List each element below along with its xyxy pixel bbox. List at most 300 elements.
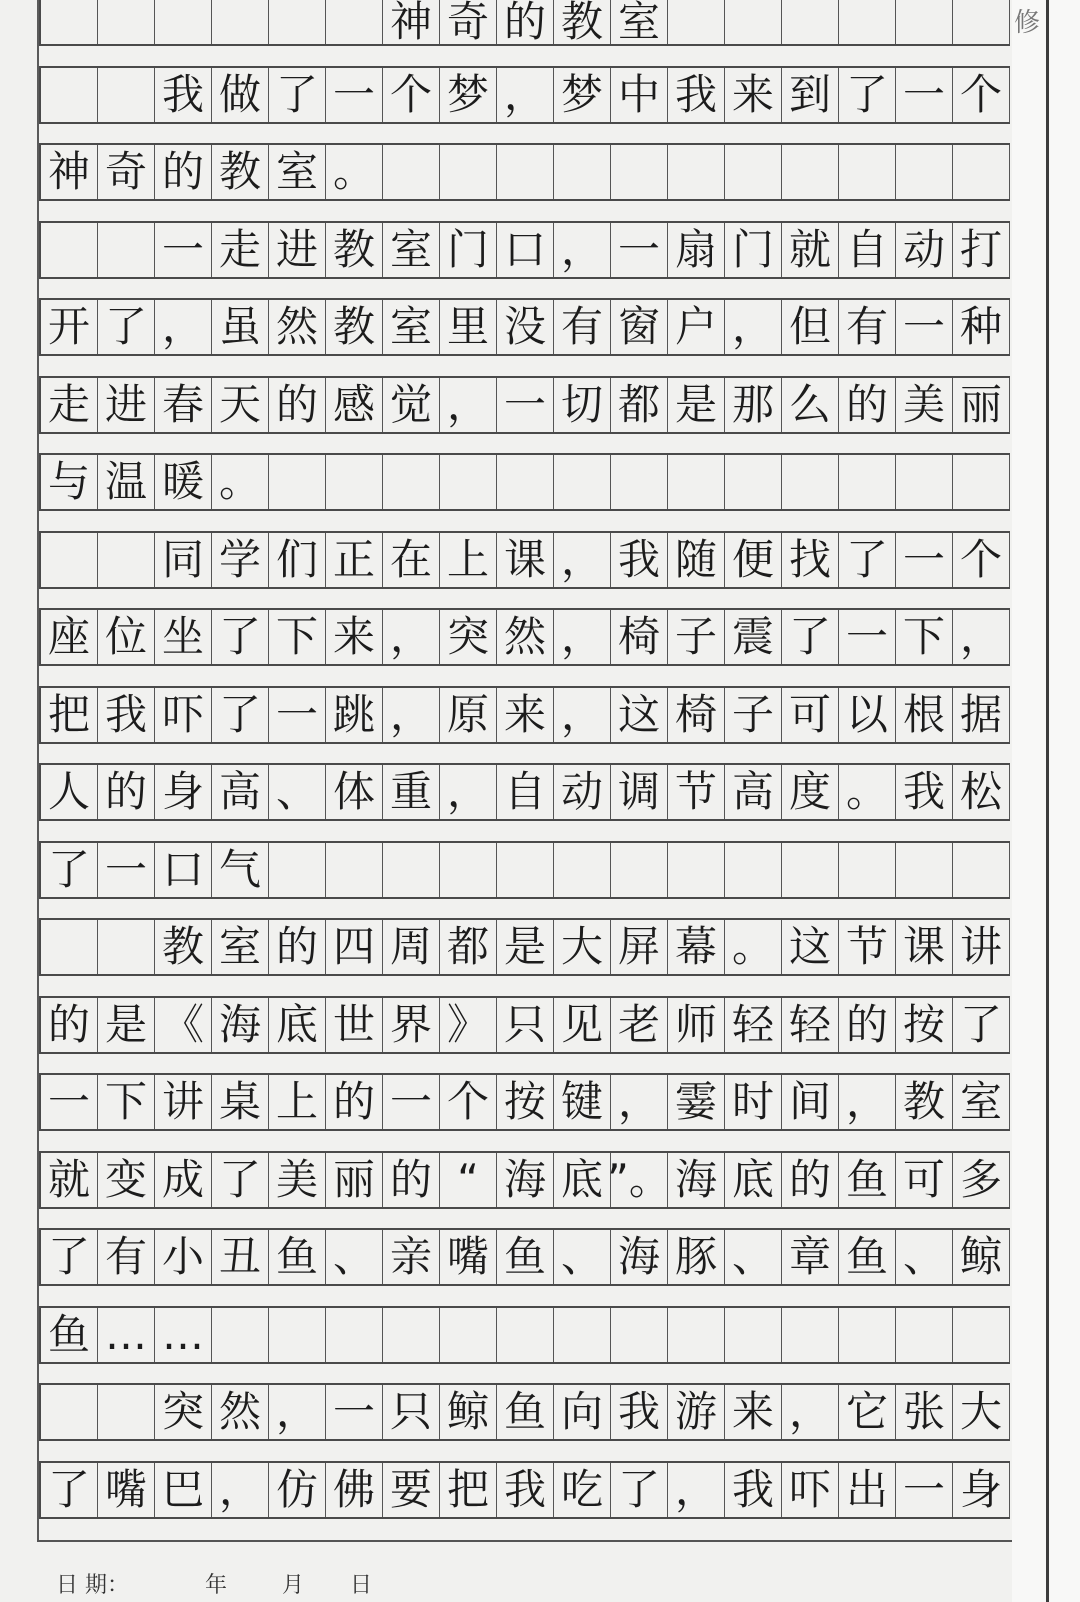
grid-cell: 就	[41, 1153, 98, 1207]
grid-cell	[953, 455, 1010, 509]
grid-cell: 的	[839, 998, 896, 1052]
day-label: 日	[350, 1573, 373, 1598]
grid-cell: 窗	[611, 300, 668, 354]
grid-cell	[98, 920, 155, 974]
grid-cell: 个	[440, 1075, 497, 1129]
grid-cell: 了	[212, 688, 269, 742]
grid-cell: 世	[326, 998, 383, 1052]
title-row	[39, 0, 1010, 46]
grid-cell: 都	[611, 378, 668, 432]
grid-cell	[611, 843, 668, 897]
grid-cell: 一	[326, 68, 383, 122]
grid-cell: 幕	[668, 920, 725, 974]
grid-cell	[611, 1308, 668, 1362]
grid-cell: 鱼	[839, 1230, 896, 1284]
grid-cell	[725, 145, 782, 199]
grid-cell: 温	[98, 455, 155, 509]
grid-cell: 一	[896, 533, 953, 587]
grid-cell: 有	[839, 300, 896, 354]
grid-cell: 了	[98, 300, 155, 354]
grid-cell: 子	[668, 610, 725, 664]
grid-cell	[41, 0, 98, 44]
grid-cell: 我	[611, 533, 668, 587]
grid-cell: 奇	[98, 145, 155, 199]
grid-cell: 教	[212, 145, 269, 199]
grid-cell: 这	[782, 920, 839, 974]
grid-cell: 动	[896, 223, 953, 277]
grid-cell: 里	[440, 300, 497, 354]
grid-cell: 鱼	[41, 1308, 98, 1362]
grid-cell: 的	[41, 998, 98, 1052]
grid-cell	[782, 145, 839, 199]
grid-cell: 鱼	[497, 1385, 554, 1439]
grid-cell	[98, 0, 155, 44]
grid-cell: 子	[725, 688, 782, 742]
grid-cell: 都	[440, 920, 497, 974]
grid-cell: 室	[383, 223, 440, 277]
grid-cell: ，	[497, 68, 554, 122]
grid-cell: 多	[953, 1153, 1010, 1207]
grid-cell	[896, 843, 953, 897]
grid-cell: 美	[269, 1153, 326, 1207]
grid-cell	[440, 843, 497, 897]
grid-cell: 了	[839, 68, 896, 122]
grid-cell: 没	[497, 300, 554, 354]
grid-cell: 佛	[326, 1463, 383, 1517]
grid-cell: 吓	[155, 688, 212, 742]
grid-cell: 底	[725, 1153, 782, 1207]
bottom-rule	[37, 1540, 1012, 1542]
grid-cell: 感	[326, 378, 383, 432]
grid-cell: 下	[896, 610, 953, 664]
text-row	[39, 221, 1010, 279]
grid-cell: 原	[440, 688, 497, 742]
text-row	[39, 531, 1010, 589]
grid-cell: 来	[497, 688, 554, 742]
grid-cell: 身	[953, 1463, 1010, 1517]
grid-cell: 门	[440, 223, 497, 277]
grid-cell	[953, 0, 1010, 44]
grid-cell: ，	[782, 1385, 839, 1439]
grid-cell: 开	[41, 300, 98, 354]
grid-cell: 么	[782, 378, 839, 432]
margin-note: 修	[1014, 8, 1041, 38]
grid-cell: 我	[725, 1463, 782, 1517]
grid-cell: ，	[155, 300, 212, 354]
text-row	[39, 298, 1010, 356]
grid-cell: 吓	[782, 1463, 839, 1517]
text-row	[39, 841, 1010, 899]
grid-cell	[839, 843, 896, 897]
grid-cell: 。	[725, 920, 782, 974]
grid-cell: 张	[896, 1385, 953, 1439]
text-row	[39, 996, 1010, 1054]
grid-cell: 自	[839, 223, 896, 277]
grid-cell: 。	[212, 455, 269, 509]
grid-cell: 丽	[326, 1153, 383, 1207]
grid-cell: 暖	[155, 455, 212, 509]
grid-cell	[668, 1308, 725, 1362]
grid-cell: 了	[269, 68, 326, 122]
grid-cell: …	[155, 1308, 212, 1362]
grid-cell: ，	[554, 533, 611, 587]
grid-cell: 把	[41, 688, 98, 742]
grid-cell: 进	[269, 223, 326, 277]
grid-cell: 它	[839, 1385, 896, 1439]
grid-cell: 。	[326, 145, 383, 199]
grid-cell	[554, 145, 611, 199]
grid-cell: 室	[383, 300, 440, 354]
grid-cell: 一	[269, 688, 326, 742]
grid-cell: 梦	[554, 68, 611, 122]
grid-cell	[155, 0, 212, 44]
grid-cell: 那	[725, 378, 782, 432]
grid-cell	[725, 1308, 782, 1362]
grid-cell: 教	[326, 223, 383, 277]
grid-cell: 一	[839, 610, 896, 664]
grid-cell: 突	[440, 610, 497, 664]
grid-cell: 跳	[326, 688, 383, 742]
grid-cell: ，	[839, 1075, 896, 1129]
grid-cell	[782, 843, 839, 897]
grid-cell: 个	[953, 533, 1010, 587]
grid-cell	[839, 0, 896, 44]
grid-cell: 的	[839, 378, 896, 432]
grid-cell: 教	[155, 920, 212, 974]
grid-cell: 切	[554, 378, 611, 432]
grid-cell: 一	[155, 223, 212, 277]
grid-cell: 周	[383, 920, 440, 974]
grid-cell: 大	[554, 920, 611, 974]
text-row	[39, 453, 1010, 511]
grid-cell: 《	[155, 998, 212, 1052]
grid-cell: 突	[155, 1385, 212, 1439]
grid-cell	[668, 455, 725, 509]
grid-cell: 门	[725, 223, 782, 277]
grid-cell: 天	[212, 378, 269, 432]
grid-cell: 轻	[782, 998, 839, 1052]
grid-cell: 师	[668, 998, 725, 1052]
grid-cell	[611, 145, 668, 199]
grid-cell: 的	[155, 145, 212, 199]
date-label: 日 期：	[56, 1573, 129, 1598]
grid-cell: 了	[41, 1230, 98, 1284]
grid-cell: 巴	[155, 1463, 212, 1517]
text-row	[39, 1228, 1010, 1286]
grid-cell	[383, 843, 440, 897]
grid-cell: 按	[896, 998, 953, 1052]
grid-cell: 亲	[383, 1230, 440, 1284]
grid-cell: 大	[953, 1385, 1010, 1439]
grid-cell: 走	[212, 223, 269, 277]
grid-cell	[782, 455, 839, 509]
grid-cell: 桌	[212, 1075, 269, 1129]
year-label: 年	[205, 1573, 228, 1598]
grid-cell: 可	[896, 1153, 953, 1207]
grid-cell: 室	[953, 1075, 1010, 1129]
grid-cell: 。	[839, 765, 896, 819]
grid-cell: 走	[41, 378, 98, 432]
grid-cell: 然	[497, 610, 554, 664]
grid-cell: 梦	[440, 68, 497, 122]
text-row	[39, 376, 1010, 434]
grid-cell: 进	[98, 378, 155, 432]
grid-cell: 》	[440, 998, 497, 1052]
grid-cell	[269, 843, 326, 897]
grid-cell: “	[440, 1153, 497, 1207]
grid-cell	[383, 1308, 440, 1362]
grid-cell	[41, 223, 98, 277]
grid-cell: 自	[497, 765, 554, 819]
grid-cell: 打	[953, 223, 1010, 277]
grid-cell: 下	[98, 1075, 155, 1129]
grid-cell	[41, 1385, 98, 1439]
grid-cell: 轻	[725, 998, 782, 1052]
grid-cell	[497, 1308, 554, 1362]
grid-cell: 节	[668, 765, 725, 819]
grid-cell	[440, 1308, 497, 1362]
grid-cell	[668, 843, 725, 897]
grid-cell: 的	[383, 1153, 440, 1207]
grid-cell: 界	[383, 998, 440, 1052]
grid-cell: 霎	[668, 1075, 725, 1129]
grid-cell	[668, 145, 725, 199]
grid-cell: 震	[725, 610, 782, 664]
grid-cell: 一	[41, 1075, 98, 1129]
grid-cell	[497, 145, 554, 199]
grid-cell: 我	[611, 1385, 668, 1439]
grid-cell	[725, 843, 782, 897]
grid-cell	[554, 455, 611, 509]
grid-cell	[326, 1308, 383, 1362]
grid-cell: 神	[41, 145, 98, 199]
grid-cell: 找	[782, 533, 839, 587]
grid-cell	[41, 920, 98, 974]
grid-cell: ，	[269, 1385, 326, 1439]
grid-cell: 键	[554, 1075, 611, 1129]
grid-cell: 了	[839, 533, 896, 587]
grid-cell: 出	[839, 1463, 896, 1517]
grid-cell: 到	[782, 68, 839, 122]
grid-cell: 我	[155, 68, 212, 122]
grid-cell	[41, 533, 98, 587]
grid-cell: 位	[98, 610, 155, 664]
grid-cell	[554, 1308, 611, 1362]
grid-cell: 在	[383, 533, 440, 587]
grid-cell: 了	[611, 1463, 668, 1517]
grid-cell	[326, 0, 383, 44]
grid-cell: 的	[326, 1075, 383, 1129]
grid-cell: 丑	[212, 1230, 269, 1284]
grid-cell	[212, 0, 269, 44]
grid-cell	[41, 68, 98, 122]
grid-cell	[839, 145, 896, 199]
grid-cell: ，	[440, 378, 497, 432]
grid-cell: 一	[896, 68, 953, 122]
grid-cell	[212, 1308, 269, 1362]
grid-cell: 据	[953, 688, 1010, 742]
grid-cell: 体	[326, 765, 383, 819]
text-row	[39, 1306, 1010, 1364]
grid-cell: 海	[497, 1153, 554, 1207]
grid-cell: 课	[497, 533, 554, 587]
grid-cell: 鱼	[269, 1230, 326, 1284]
grid-cell: 上	[440, 533, 497, 587]
month-label: 月	[282, 1573, 305, 1598]
grid-cell: 座	[41, 610, 98, 664]
grid-cell: 正	[326, 533, 383, 587]
grid-cell: 了	[41, 843, 98, 897]
grid-cell: 的	[782, 1153, 839, 1207]
grid-cell: 吃	[554, 1463, 611, 1517]
grid-cell: 坐	[155, 610, 212, 664]
grid-cell: 室	[212, 920, 269, 974]
grid-cell: 教	[896, 1075, 953, 1129]
grid-cell	[497, 455, 554, 509]
grid-cell	[98, 223, 155, 277]
grid-cell	[839, 1308, 896, 1362]
grid-cell: ，	[611, 1075, 668, 1129]
grid-cell	[98, 68, 155, 122]
grid-cell: 了	[782, 610, 839, 664]
grid-cell: 觉	[383, 378, 440, 432]
grid-cell: 丽	[953, 378, 1010, 432]
grid-cell: 海	[668, 1153, 725, 1207]
grid-cell: 根	[896, 688, 953, 742]
grid-cell: 来	[326, 610, 383, 664]
text-row	[39, 763, 1010, 821]
grid-cell: 是	[668, 378, 725, 432]
grid-cell: 度	[782, 765, 839, 819]
grid-cell	[98, 533, 155, 587]
grid-cell: 个	[953, 68, 1010, 122]
grid-cell: 了	[41, 1463, 98, 1517]
grid-cell	[953, 843, 1010, 897]
grid-cell	[896, 145, 953, 199]
grid-cell: 老	[611, 998, 668, 1052]
grid-cell: ，	[668, 1463, 725, 1517]
grid-cell: 我	[896, 765, 953, 819]
grid-cell: 了	[212, 1153, 269, 1207]
grid-cell	[269, 1308, 326, 1362]
grid-cell: 讲	[155, 1075, 212, 1129]
grid-cell: 扇	[668, 223, 725, 277]
grid-cell	[497, 843, 554, 897]
grid-cell: 只	[497, 998, 554, 1052]
grid-cell: 气	[212, 843, 269, 897]
grid-cell: 学	[212, 533, 269, 587]
title-char: 神	[383, 0, 440, 44]
grid-cell: 以	[839, 688, 896, 742]
text-row	[39, 608, 1010, 666]
title-char: 的	[497, 0, 554, 44]
grid-cell: 是	[98, 998, 155, 1052]
grid-cell: 章	[782, 1230, 839, 1284]
grid-cell: ，	[554, 223, 611, 277]
grid-cell: 仿	[269, 1463, 326, 1517]
grid-cell	[896, 1308, 953, 1362]
grid-cell: 一	[896, 1463, 953, 1517]
grid-cell	[269, 0, 326, 44]
text-row	[39, 918, 1010, 976]
grid-cell: ，	[383, 610, 440, 664]
grid-cell: 松	[953, 765, 1010, 819]
text-row	[39, 1461, 1010, 1519]
grid-cell	[326, 455, 383, 509]
grid-cell: 虽	[212, 300, 269, 354]
grid-cell: 一	[383, 1075, 440, 1129]
grid-cell	[725, 455, 782, 509]
grid-cell	[782, 1308, 839, 1362]
grid-cell	[326, 843, 383, 897]
grid-cell: 这	[611, 688, 668, 742]
grid-cell: 一	[98, 843, 155, 897]
grid-cell: 与	[41, 455, 98, 509]
grid-cell: 把	[440, 1463, 497, 1517]
grid-cell	[896, 0, 953, 44]
grid-cell	[269, 455, 326, 509]
grid-cell: 春	[155, 378, 212, 432]
grid-cell: 室	[269, 145, 326, 199]
grid-cell: 重	[383, 765, 440, 819]
binding-line	[1046, 0, 1049, 1602]
grid-cell: 种	[953, 300, 1010, 354]
grid-cell: 户	[668, 300, 725, 354]
writing-grid	[39, 0, 1010, 1538]
grid-cell: ，	[440, 765, 497, 819]
grid-cell: 便	[725, 533, 782, 587]
grid-cell: 就	[782, 223, 839, 277]
grid-cell: 、	[269, 765, 326, 819]
grid-cell: 一	[896, 300, 953, 354]
grid-cell: 做	[212, 68, 269, 122]
grid-cell: ”。	[611, 1153, 668, 1207]
grid-cell: 海	[212, 998, 269, 1052]
grid-cell: 只	[383, 1385, 440, 1439]
grid-cell: ，	[554, 688, 611, 742]
grid-cell: 、	[326, 1230, 383, 1284]
grid-cell: 成	[155, 1153, 212, 1207]
grid-cell: 向	[554, 1385, 611, 1439]
text-row	[39, 1151, 1010, 1209]
grid-cell: ，	[725, 300, 782, 354]
grid-cell: 来	[725, 68, 782, 122]
grid-cell: 我	[98, 688, 155, 742]
grid-cell: 同	[155, 533, 212, 587]
grid-cell: 按	[497, 1075, 554, 1129]
grid-cell	[839, 455, 896, 509]
grid-cell: 人	[41, 765, 98, 819]
grid-cell: 鱼	[839, 1153, 896, 1207]
grid-cell: 的	[269, 378, 326, 432]
grid-cell: 中	[611, 68, 668, 122]
grid-cell: 一	[611, 223, 668, 277]
grid-cell: 、	[725, 1230, 782, 1284]
grid-cell: 一	[497, 378, 554, 432]
grid-cell: 高	[725, 765, 782, 819]
grid-cell: 讲	[953, 920, 1010, 974]
grid-cell: 椅	[668, 688, 725, 742]
grid-cell: 时	[725, 1075, 782, 1129]
text-row	[39, 686, 1010, 744]
grid-cell: 、	[896, 1230, 953, 1284]
text-row	[39, 1073, 1010, 1131]
grid-cell	[725, 0, 782, 44]
grid-cell: ，	[383, 688, 440, 742]
grid-cell: 屏	[611, 920, 668, 974]
grid-cell: 美	[896, 378, 953, 432]
grid-cell: 底	[554, 1153, 611, 1207]
